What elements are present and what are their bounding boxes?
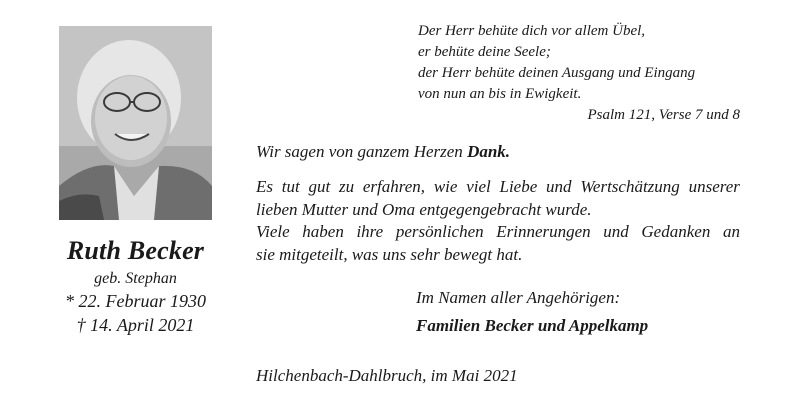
message-word: und	[546, 177, 572, 196]
message-word: Viele	[256, 222, 290, 241]
verse-line: von nun an bis in Ewigkeit.	[418, 86, 582, 102]
birth-date: * 22. Februar 1930	[65, 291, 206, 311]
message-word: Es	[256, 177, 273, 196]
verse-line: Der Herr behüte dich vor allem Übel,	[418, 23, 646, 39]
message-word: Liebe	[499, 177, 538, 196]
message-word: an	[722, 222, 740, 241]
message-line	[256, 199, 740, 222]
message-word: gut	[308, 177, 331, 196]
portrait-photo	[59, 26, 212, 220]
message-word: erfahren,	[362, 177, 426, 196]
message-line	[256, 176, 740, 199]
death-date: † 14. April 2021	[76, 315, 195, 335]
message-line	[256, 244, 740, 267]
message-word: viel	[466, 177, 491, 196]
families-signature: Familien Becker und Appelkamp	[416, 316, 649, 335]
message-word: persönlichen	[395, 222, 484, 241]
message-word: sie mitgeteilt, was uns sehr bewegt hat.	[256, 244, 523, 264]
message-word: Gedanken	[641, 222, 711, 241]
signoff: Im Namen aller Angehörigen:	[416, 288, 621, 307]
message-word: zu	[338, 177, 355, 196]
message-word: lieben Mutter und Oma entgegengebracht wurde.	[256, 199, 592, 219]
bible-verse	[418, 21, 740, 126]
verse-line: er behüte deine Seele;	[418, 44, 551, 60]
maiden-name: geb. Stephan	[94, 270, 177, 287]
message-line	[256, 221, 740, 244]
place-date: Hilchenbach-Dahlbruch, im Mai 2021	[256, 366, 518, 385]
message-word: haben	[302, 222, 344, 241]
message-word: ihre	[356, 222, 384, 241]
thanks-line	[256, 142, 510, 162]
message-body	[256, 176, 740, 266]
verse-reference: Psalm 121, Verse 7 und 8	[587, 107, 740, 123]
message-word: Wertschätzung	[580, 177, 680, 196]
message-word: wie	[433, 177, 458, 196]
deceased-name: Ruth Becker	[66, 236, 205, 265]
message-word: Erinnerungen	[496, 222, 591, 241]
thanks-emphasis: Dank.	[467, 142, 511, 161]
thanks-text: Wir sagen von ganzem Herzen	[256, 142, 463, 161]
message-word: tut	[281, 177, 300, 196]
verse-line: der Herr behüte deinen Ausgang und Eingang	[418, 65, 696, 81]
message-word: und	[603, 222, 629, 241]
message-word: unserer	[688, 177, 740, 196]
